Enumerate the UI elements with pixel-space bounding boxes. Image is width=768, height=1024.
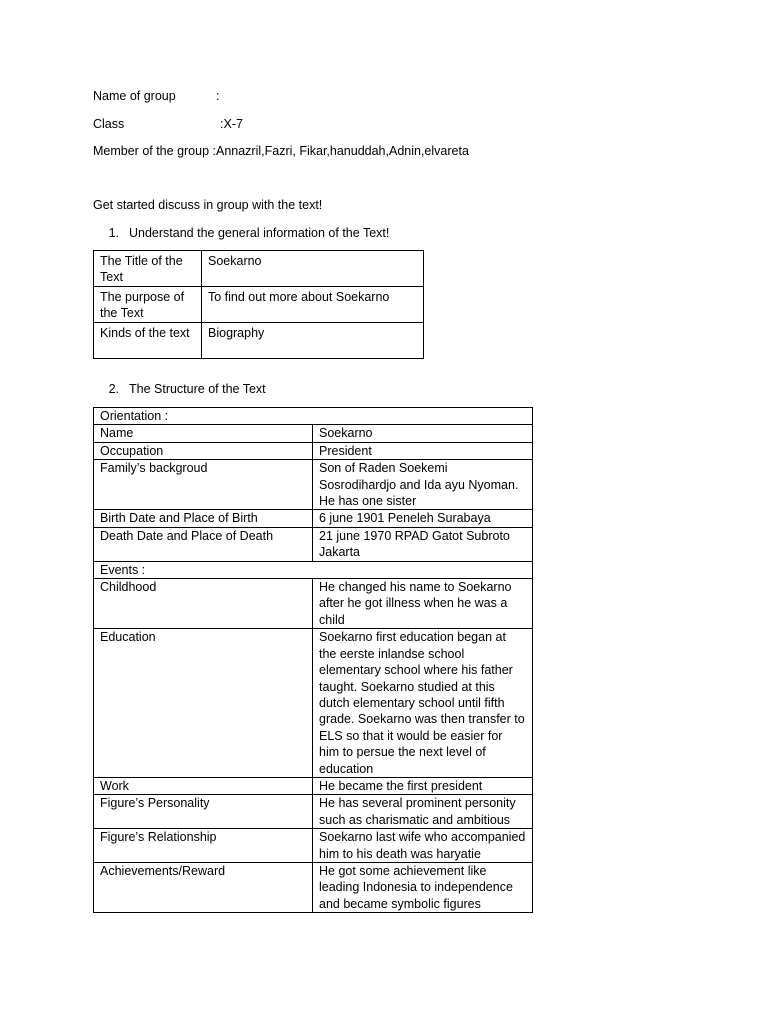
table-row [94,510,533,527]
structure-value: 6 june 1901 Peneleh Surabaya [313,510,533,527]
orientation-header: Orientation : [94,408,533,425]
structure-label: Birth Date and Place of Birth [94,510,313,527]
structure-label: Work [94,777,313,794]
section2-title: The Structure of the Text [129,382,266,396]
structure-value: He has several prominent personity such as charismatic and ambitious [313,795,533,829]
table-row [94,287,424,323]
table-row [94,251,424,287]
structure-label: Family’s backgroud [94,460,313,510]
structure-value: Soekarno first education began at the eerste inlandse school elementary school where his father taught. Soekarno studied at this dutch elementary school until fifth grade. Soekarno was then transfer to ELS so that it would be easier for him to persue the next level of education [313,629,533,778]
class-line [93,116,243,132]
table-row [94,579,533,629]
table-row [94,777,533,794]
structure-value: Son of Raden Soekemi Sosrodihardjo and Ida ayu Nyoman. He has one sister [313,460,533,510]
structure-value: Soekarno [313,425,533,442]
table-row [94,425,533,442]
general-info-value: Soekarno [202,251,424,287]
general-info-label: Kinds of the text [94,323,202,359]
structure-label: Figure’s Relationship [94,829,313,863]
structure-label: Occupation [94,442,313,459]
general-info-table [93,250,424,359]
structure-label: Achievements/Reward [94,862,313,912]
class-label: Class [93,117,125,131]
instruction-text: Get started discuss in group with the text! [93,198,323,212]
section1-heading [93,225,389,241]
group-name-line [93,88,219,104]
general-info-value: To find out more about Soekarno [202,287,424,323]
structure-value: He became the first president [313,777,533,794]
table-row [94,442,533,459]
table-row [94,629,533,778]
table-row [94,323,424,359]
table-row [94,862,533,912]
group-name-separator: : [216,89,220,103]
table-row [94,561,533,578]
section2-number: 2. [108,382,119,396]
table-row [94,408,533,425]
general-info-label: The purpose of the Text [94,287,202,323]
table-row [94,460,533,510]
table-row [94,829,533,863]
table-row [94,795,533,829]
structure-label: Death Date and Place of Death [94,527,313,561]
section2-heading [93,381,266,397]
structure-table [93,407,533,913]
class-value: :X-7 [220,117,243,131]
structure-label: Childhood [94,579,313,629]
group-name-label: Name of group [93,89,176,103]
section1-title: Understand the general information of the Text! [129,226,390,240]
events-header: Events : [94,561,533,578]
general-info-value: Biography [202,323,424,359]
structure-label: Name [94,425,313,442]
table-row [94,527,533,561]
members-line: Member of the group :Annazril,Fazri, Fikar,hanuddah,Adnin,elvareta [93,144,469,158]
section1-number: 1. [108,226,119,240]
structure-value: He changed his name to Soekarno after he got illness when he was a child [313,579,533,629]
structure-value: 21 june 1970 RPAD Gatot Subroto Jakarta [313,527,533,561]
structure-label: Figure’s Personality [94,795,313,829]
general-info-label: The Title of the Text [94,251,202,287]
structure-label: Education [94,629,313,778]
structure-value: President [313,442,533,459]
structure-value: He got some achievement like leading Indonesia to independence and became symbolic figures [313,862,533,912]
structure-value: Soekarno last wife who accompanied him to his death was haryatie [313,829,533,863]
